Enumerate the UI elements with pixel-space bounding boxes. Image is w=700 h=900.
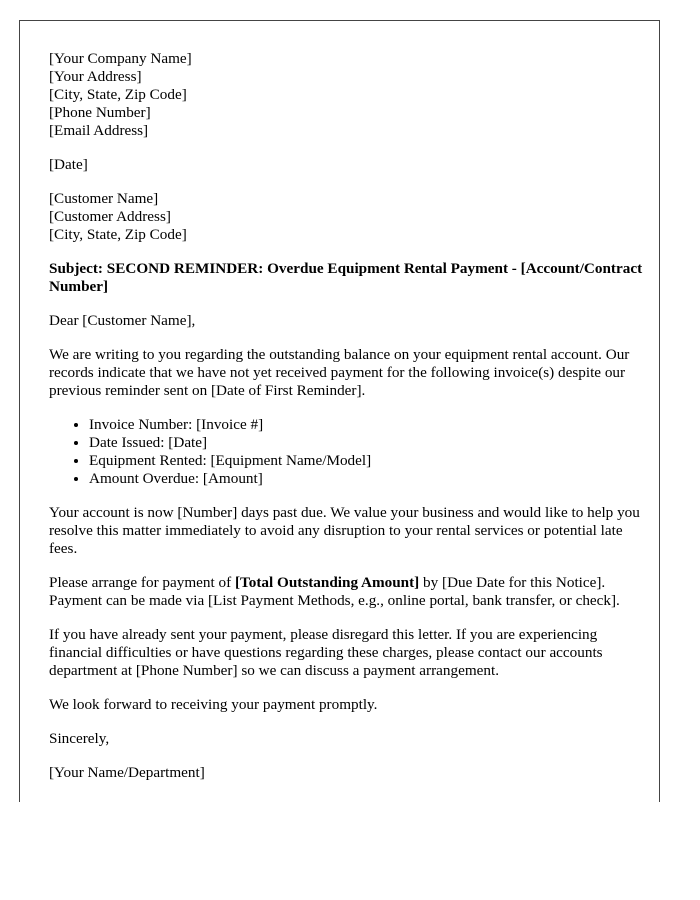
sender-company: [Your Company Name] xyxy=(49,50,192,67)
recipient-name: [Customer Name] xyxy=(49,190,159,207)
sender-address: [Your Address] xyxy=(49,68,142,85)
invoice-list xyxy=(49,416,649,488)
recipient-city-state-zip: [City, State, Zip Code] xyxy=(49,226,187,243)
salutation: Dear [Customer Name], xyxy=(49,312,196,329)
total-outstanding-amount: [Total Outstanding Amount] xyxy=(234,574,420,591)
list-item: • Date Issued: [Date] xyxy=(89,434,649,452)
closing-paragraph: We look forward to receiving your payment promptly. xyxy=(49,696,378,713)
sender-block xyxy=(49,50,649,140)
recipient-address: [Customer Address] xyxy=(49,208,171,225)
intro-paragraph: We are writing to you regarding the outstanding balance on your equipment rental account. Our records indicate that we have not yet received payment for the following invoice(s) despite our previous reminder sent on [Date of First Reminder]. xyxy=(49,346,630,399)
sender-email: [Email Address] xyxy=(49,122,149,139)
past-due-paragraph: Your account is now [Number] days past due. We value your business and would like to help you resolve this matter immediately to avoid any disruption to your rental services or potential late fees. xyxy=(49,504,640,557)
subject-line: Subject: SECOND REMINDER: Overdue Equipment Rental Payment - [Account/Contract Number] xyxy=(49,260,643,295)
recipient-block xyxy=(49,190,649,244)
letter-content xyxy=(49,50,649,782)
list-item: • Equipment Rented: [Equipment Name/Model] xyxy=(89,452,649,470)
sender-city-state-zip: [City, State, Zip Code] xyxy=(49,86,187,103)
sign-off: Sincerely, xyxy=(49,730,110,747)
list-item: • Amount Overdue: [Amount] xyxy=(89,470,649,488)
signature: [Your Name/Department] xyxy=(49,764,205,781)
sender-phone: [Phone Number] xyxy=(49,104,151,121)
letter-date: [Date] xyxy=(49,156,88,173)
list-item: • Invoice Number: [Invoice #] xyxy=(89,416,649,434)
date-block xyxy=(49,156,649,174)
letter-page xyxy=(19,20,660,802)
payment-text-after: by [Due Date for this Notice]. Payment can be made via [List Payment Methods, e.g., online portal, bank transfer, or check]. xyxy=(49,574,620,609)
disregard-paragraph: If you have already sent your payment, please disregard this letter. If you are experiencing financial difficulties or have questions regarding these charges, please contact our accounts department at [Phone Number] so we can discuss a payment arrangement. xyxy=(49,626,603,679)
payment-paragraph xyxy=(49,574,649,610)
payment-text-before: Please arrange for payment of xyxy=(49,574,235,591)
